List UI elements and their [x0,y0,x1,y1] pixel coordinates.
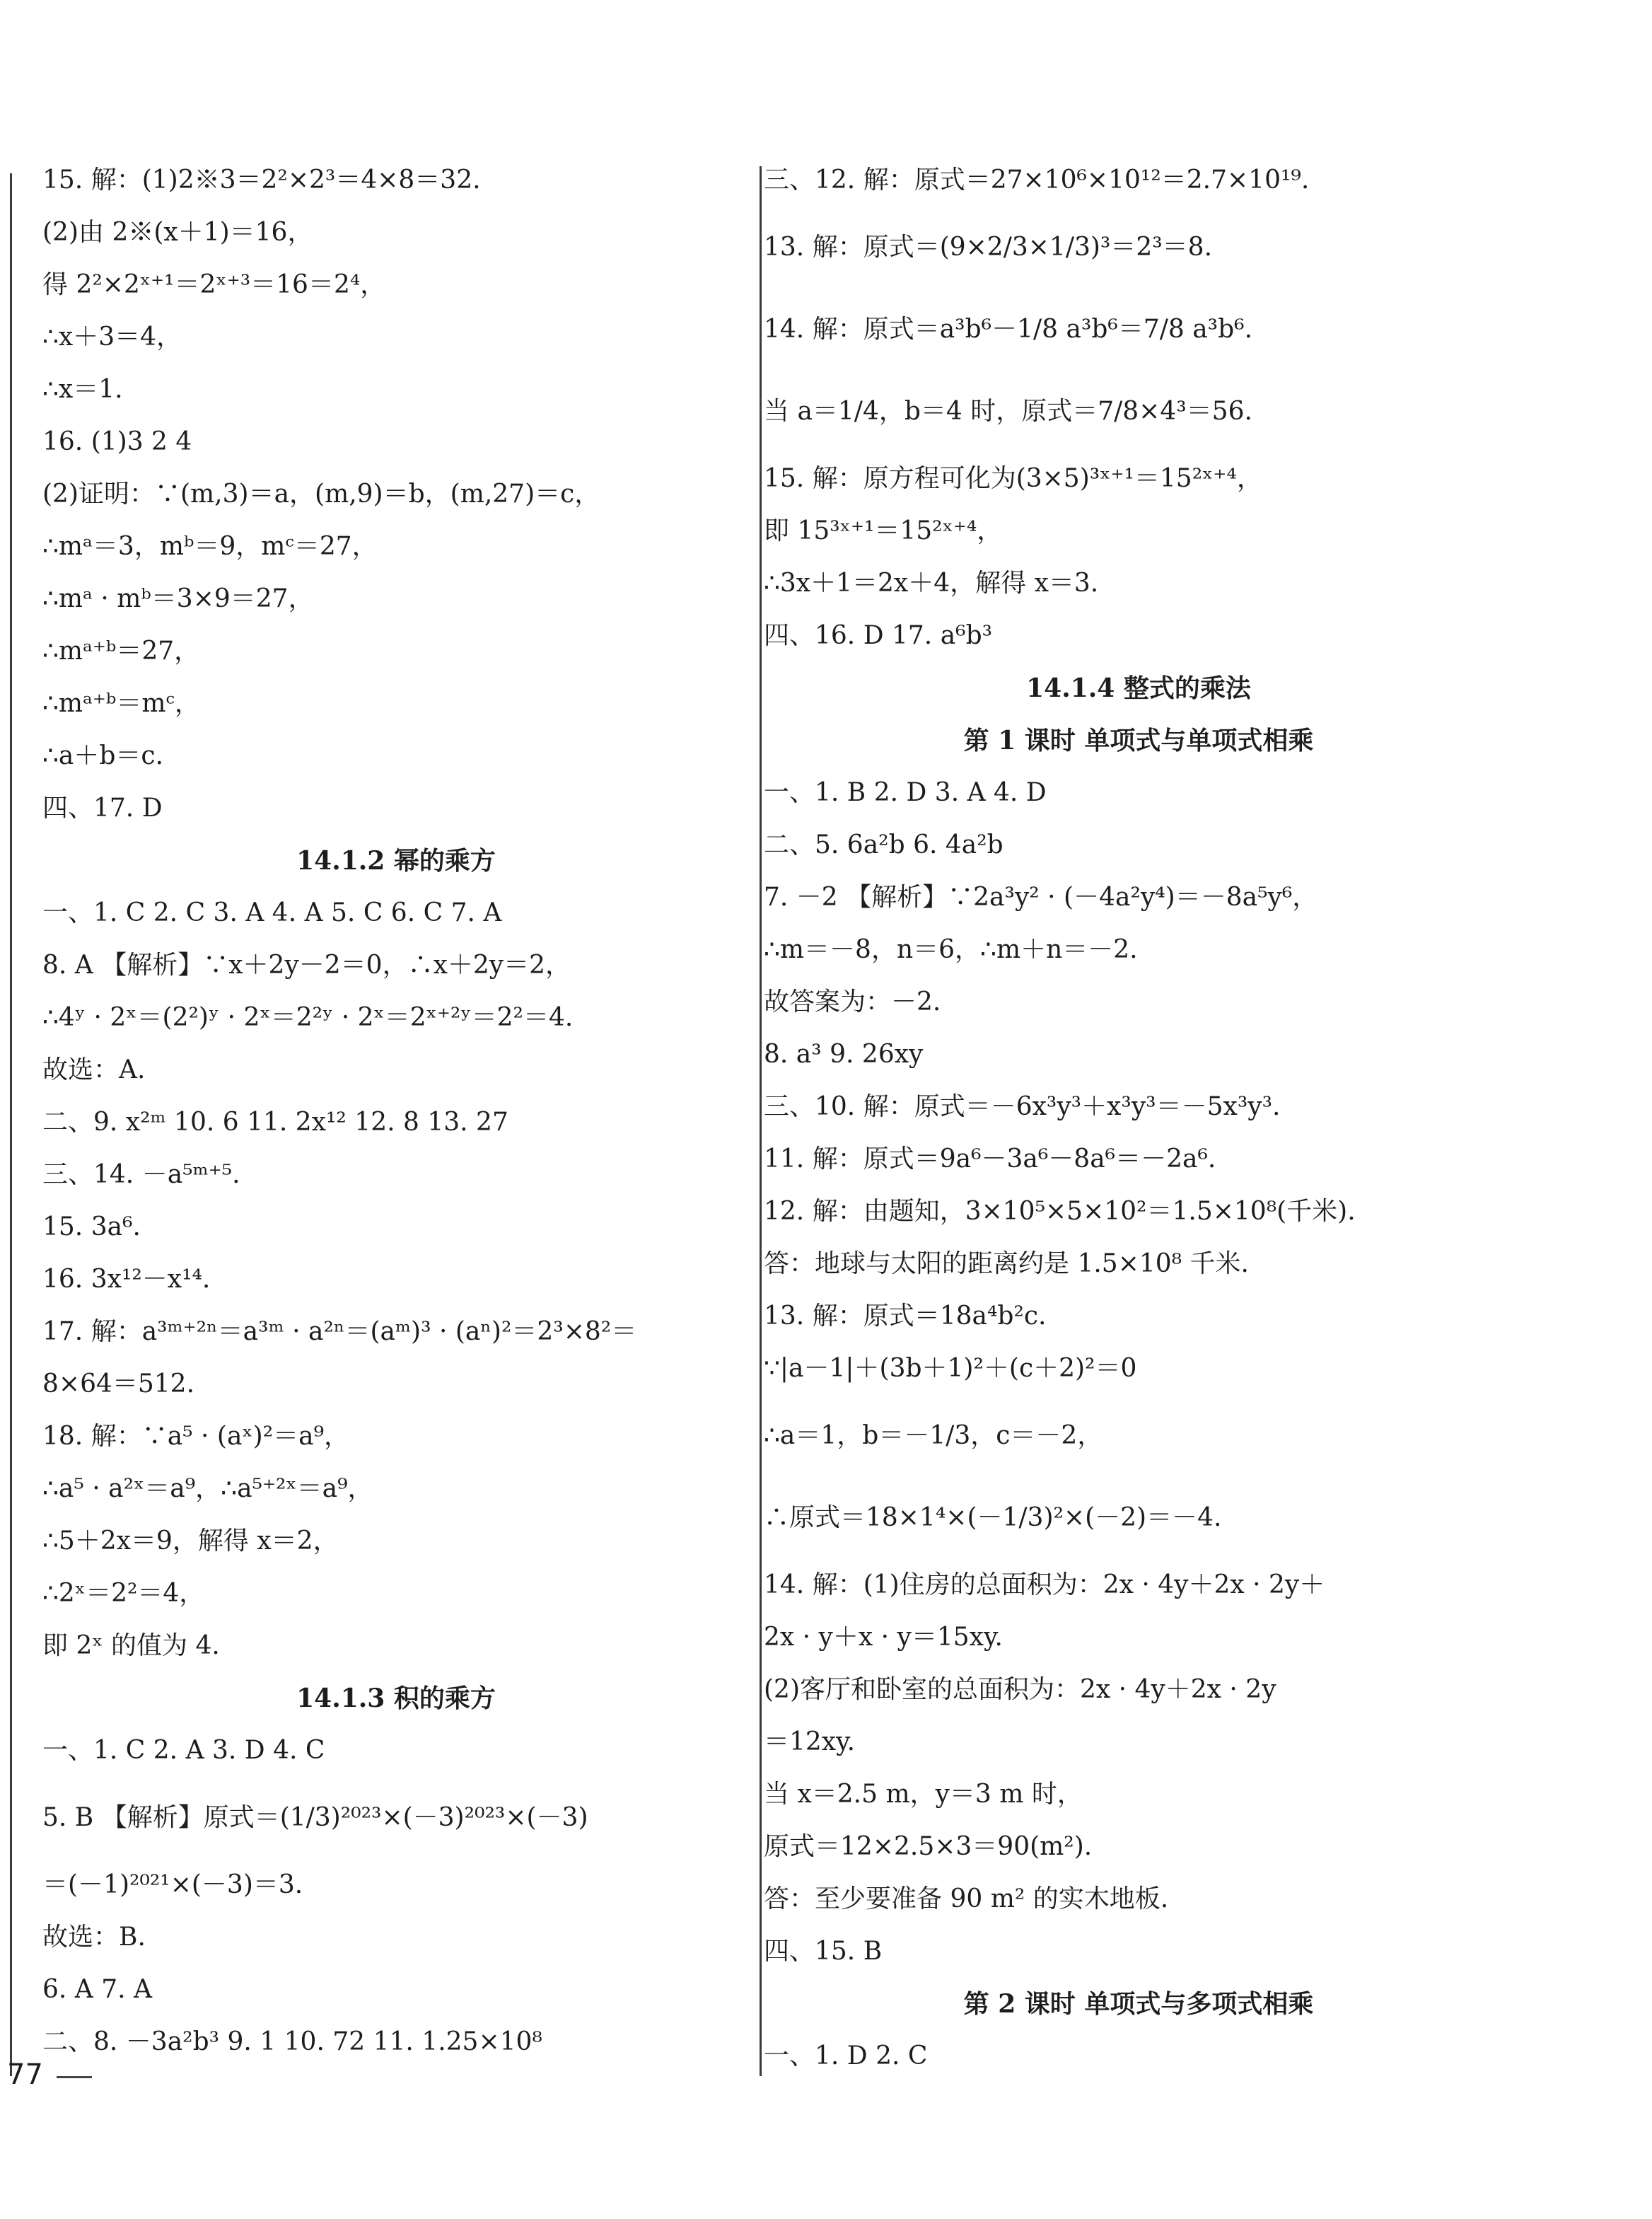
answer-line: ∴x＋3＝4， [42,323,182,352]
column-divider [760,166,762,2076]
answer-line: 即 15³ˣ⁺¹＝15²ˣ⁺⁴， [764,516,1003,545]
answer-line: ∵|a－1|＋(3b＋1)²＋(c＋2)²＝0 [764,1354,1137,1383]
answer-line: (2)由 2※(x＋1)＝16， [42,218,313,247]
left-column [42,154,750,2068]
answer-line: 16. (1)3 2 4 [42,427,192,456]
answer-line: ∴m＝－8，n＝6，∴m＋n＝－2. [764,935,1138,964]
answer-line: 答：地球与太阳的距离约是 1.5×10⁸ 千米. [764,1249,1249,1278]
answer-line: ∴mᵃ · mᵇ＝3×9＝27， [42,584,314,613]
answer-line: 一、1. C 2. C 3. A 4. A 5. C 6. C 7. A [42,898,502,927]
answer-line: ∴mᵃ⁺ᵇ＝mᶜ， [42,689,200,718]
answer-line: 二、8. －3a²b³ 9. 1 10. 72 11. 1.25×10⁸ [42,2027,542,2056]
answer-line: ＝12xy. [764,1727,856,1756]
answer-line: 8. A 【解析】∵x＋2y－2＝0，∴x＋2y＝2， [42,951,571,980]
answer-line: 一、1. B 2. D 3. A 4. D [764,778,1047,807]
answer-line: ∴mᵃ＝3，mᵇ＝9，mᶜ＝27， [42,532,378,561]
answer-line: ∴a＝1，b＝－1/3，c＝－2， [764,1421,1103,1450]
answer-line: ∴原式＝18×1⁴×(－1/3)²×(－2)＝－4. [764,1503,1222,1532]
right-column [764,154,1513,2082]
answer-line: ∴2ˣ＝2²＝4， [42,1579,205,1608]
answer-line: 三、10. 解：原式＝－6x³y³＋x³y³＝－5x³y³. [764,1092,1281,1121]
answer-line: 5. B 【解析】原式＝(1/3)²⁰²³×(－3)²⁰²³×(－3) [42,1803,588,1832]
left-margin-rule [10,173,12,2076]
answer-line: ∴x＝1. [42,375,123,404]
answer-line: 12. 解：由题知，3×10⁵×5×10²＝1.5×10⁸(千米). [764,1197,1356,1226]
page-number: 77 [7,2058,43,2091]
answer-line: 故选：A. [42,1055,146,1084]
answer-line: 三、12. 解：原式＝27×10⁶×10¹²＝2.7×10¹⁹. [764,166,1310,195]
answer-line: 2x · y＋x · y＝15xy. [764,1623,1003,1652]
answer-line: 故答案为：－2. [764,987,941,1016]
answer-line: 8. a³ 9. 26xy [764,1040,924,1069]
answer-line: 15. 3a⁶. [42,1212,141,1241]
section-heading: 14.1.4 整式的乘法 [1026,673,1251,703]
answer-line: ∴5＋2x＝9，解得 x＝2， [42,1526,339,1555]
answer-line: 四、16. D 17. a⁶b³ [764,621,993,650]
answer-line: 14. 解：(1)住房的总面积为：2x · 4y＋2x · 2y＋ [764,1570,1325,1599]
answer-line: 故选：B. [42,1923,146,1952]
answer-line: ∴a＋b＝c. [42,741,164,770]
answer-line: ∴mᵃ⁺ᵇ＝27， [42,637,200,666]
answer-line: 一、1. C 2. A 3. D 4. C [42,1736,325,1765]
section-heading: 14.1.3 积的乘方 [296,1684,496,1713]
answer-line: 14. 解：原式＝a³b⁶－1/8 a³b⁶＝7/8 a³b⁶. [764,315,1253,344]
answer-line: ∴3x＋1＝2x＋4，解得 x＝3. [764,569,1099,598]
answer-line: 二、9. x²ᵐ 10. 6 11. 2x¹² 12. 8 13. 27 [42,1108,508,1137]
answer-line: 7. －2 【解析】∵2a³y² · (－4a²y⁴)＝－8a⁵y⁶， [764,883,1318,912]
section-heading: 第 2 课时 单项式与多项式相乘 [963,1989,1314,2019]
answer-line: 16. 3x¹²－x¹⁴. [42,1265,211,1294]
answer-line: 原式＝12×2.5×3＝90(m²). [764,1832,1093,1861]
answer-line: 15. 解：原方程可化为(3×5)³ˣ⁺¹＝15²ˣ⁺⁴， [764,464,1262,493]
answer-line: ＝(－1)²⁰²¹×(－3)＝3. [42,1870,303,1899]
answer-line: 四、15. B [764,1937,883,1966]
answer-line: 二、5. 6a²b 6. 4a²b [764,830,1004,859]
answer-line: 17. 解：a³ᵐ⁺²ⁿ＝a³ᵐ · a²ⁿ＝(aᵐ)³ · (aⁿ)²＝2³×8²＝ [42,1317,637,1346]
answer-line: (2)证明：∵(m,3)＝a，(m,9)＝b，(m,27)＝c， [42,480,600,509]
answer-line: 一、1. D 2. C [764,2041,928,2070]
answer-line: 答：至少要准备 90 m² 的实木地板. [764,1884,1169,1913]
answer-line: 11. 解：原式＝9a⁶－3a⁶－8a⁶＝－2a⁶. [764,1145,1216,1174]
answer-line: 18. 解：∵a⁵ · (aˣ)²＝a⁹， [42,1422,350,1451]
page-number-dash [57,2076,92,2078]
answer-line: 四、17. D [42,794,163,823]
answer-line: 当 a＝1/4，b＝4 时，原式＝7/8×4³＝56. [764,397,1252,426]
answer-line: (2)客厅和卧室的总面积为：2x · 4y＋2x · 2y [764,1675,1276,1704]
answer-line: 15. 解：(1)2※3＝2²×2³＝4×8＝32. [42,166,481,195]
answer-line: ∴4ʸ · 2ˣ＝(2²)ʸ · 2ˣ＝2²ʸ · 2ˣ＝2ˣ⁺²ʸ＝2²＝4. [42,1003,574,1032]
answer-line: 6. A 7. A [42,1975,153,2004]
section-heading: 第 1 课时 单项式与单项式相乘 [963,726,1314,755]
answer-line: 即 2ˣ 的值为 4. [42,1631,220,1660]
answer-line: ∴a⁵ · a²ˣ＝a⁹，∴a⁵⁺²ˣ＝a⁹， [42,1474,373,1503]
answer-line: 13. 解：原式＝18a⁴b²c. [764,1302,1047,1331]
answer-line: 当 x＝2.5 m，y＝3 m 时， [764,1780,1083,1809]
answer-line: 8×64＝512. [42,1369,195,1398]
answer-line: 13. 解：原式＝(9×2/3×1/3)³＝2³＝8. [764,233,1213,262]
section-heading: 14.1.2 幂的乘方 [296,846,496,876]
answer-line: 三、14. －a⁵ᵐ⁺⁵. [42,1160,240,1189]
answer-line: 得 2²×2ˣ⁺¹＝2ˣ⁺³＝16＝2⁴， [42,270,386,299]
